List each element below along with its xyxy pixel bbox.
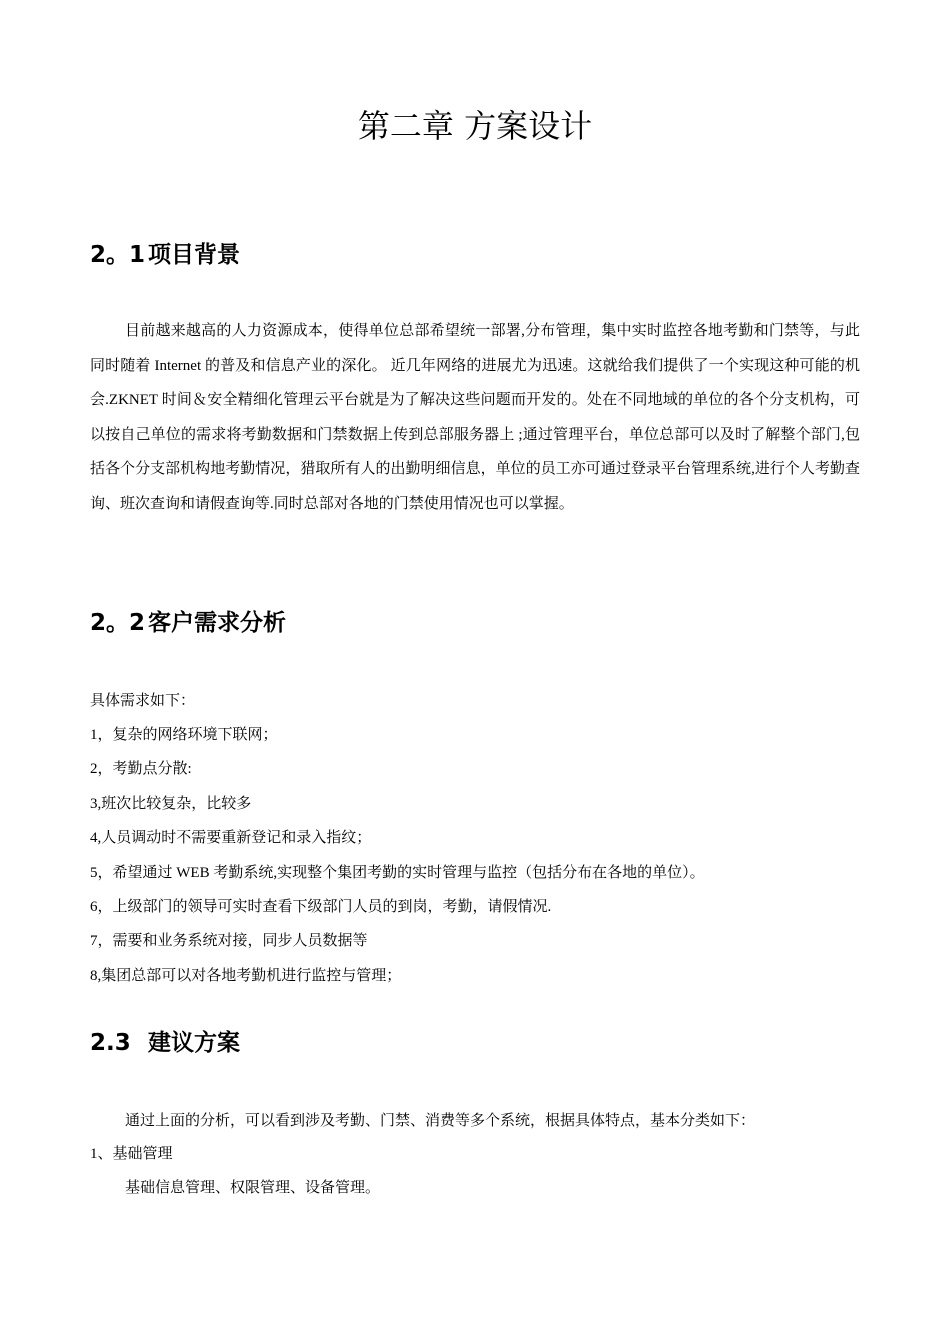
basic-management-text: 基础信息管理、权限管理、设备管理。 bbox=[125, 1180, 381, 1196]
list-item: 4,人员调动时不需要重新登记和录入指纹； bbox=[90, 830, 372, 847]
subheading-basic-management: 1、基础管理 bbox=[90, 1146, 173, 1162]
list-item: 7，需要和业务系统对接，同步人员数据等 bbox=[90, 933, 368, 950]
list-item: 8,集团总部可以对各地考勤机进行监控与管理； bbox=[90, 967, 402, 984]
section-heading-2-1 bbox=[90, 240, 240, 270]
list-item: 6，上级部门的领导可实时查看下级部门人员的到岗，考勤，请假情况. bbox=[90, 899, 552, 916]
proposal-paragraph: 通过上面的分析，可以看到涉及考勤、门禁、消费等多个系统，根据具体特点，基本分类如下： bbox=[125, 1113, 756, 1129]
section-heading-2-2 bbox=[90, 608, 286, 638]
list-item: 2，考勤点分散: bbox=[90, 761, 192, 778]
section-title: 项目背景 bbox=[148, 242, 240, 268]
section-number: 2。1 bbox=[90, 242, 146, 268]
background-paragraph: 目前越来越高的人力资源成本，使得单位总部希望统一部署,分布管理，集中实时监控各地考勤和门禁等，与此同时随着 Internet 的普及和信息产业的深化。 近几年网络的进展尤为迅速。这就给我们提供了一个实现这种可能的机会.ZKNET 时间＆安全精细化管理云平台就是为了解决这些问题而开发的。处在不同地域的单位的各个分支机构，可以按自己单位的需求将考勤数据和门禁数据上传到总部服务器上 ;通过管理平台，单位总部可以及时了解整个部门,包括各个分支部机构地考勤情况，猎取所有人的出勤明细信息，单位的员工亦可通过登录平台管理系统,进行个人考勤查询、班次查询和请假查询等.同时总部对各地的门禁使用情况也可以掌握。 bbox=[90, 323, 860, 512]
list-item: 3,班次比较复杂，比较多 bbox=[90, 795, 252, 812]
section-number: 2。2 bbox=[90, 610, 146, 636]
requirements-list bbox=[90, 718, 860, 993]
requirements-intro: 具体需求如下： bbox=[90, 693, 196, 709]
list-item: 5，希望通过 WEB 考勤系统,实现整个集团考勤的实时管理与监控（包括分布在各地的单位）。 bbox=[90, 864, 705, 881]
list-item: 1，复杂的网络环境下联网； bbox=[90, 727, 278, 743]
chapter-title: 第二章 方案设计 bbox=[357, 107, 593, 145]
section-number: 2.3 bbox=[90, 1030, 131, 1056]
section-heading-2-3 bbox=[90, 1028, 240, 1058]
section-title: 建议方案 bbox=[148, 1030, 240, 1056]
section-title: 客户需求分析 bbox=[148, 610, 286, 636]
